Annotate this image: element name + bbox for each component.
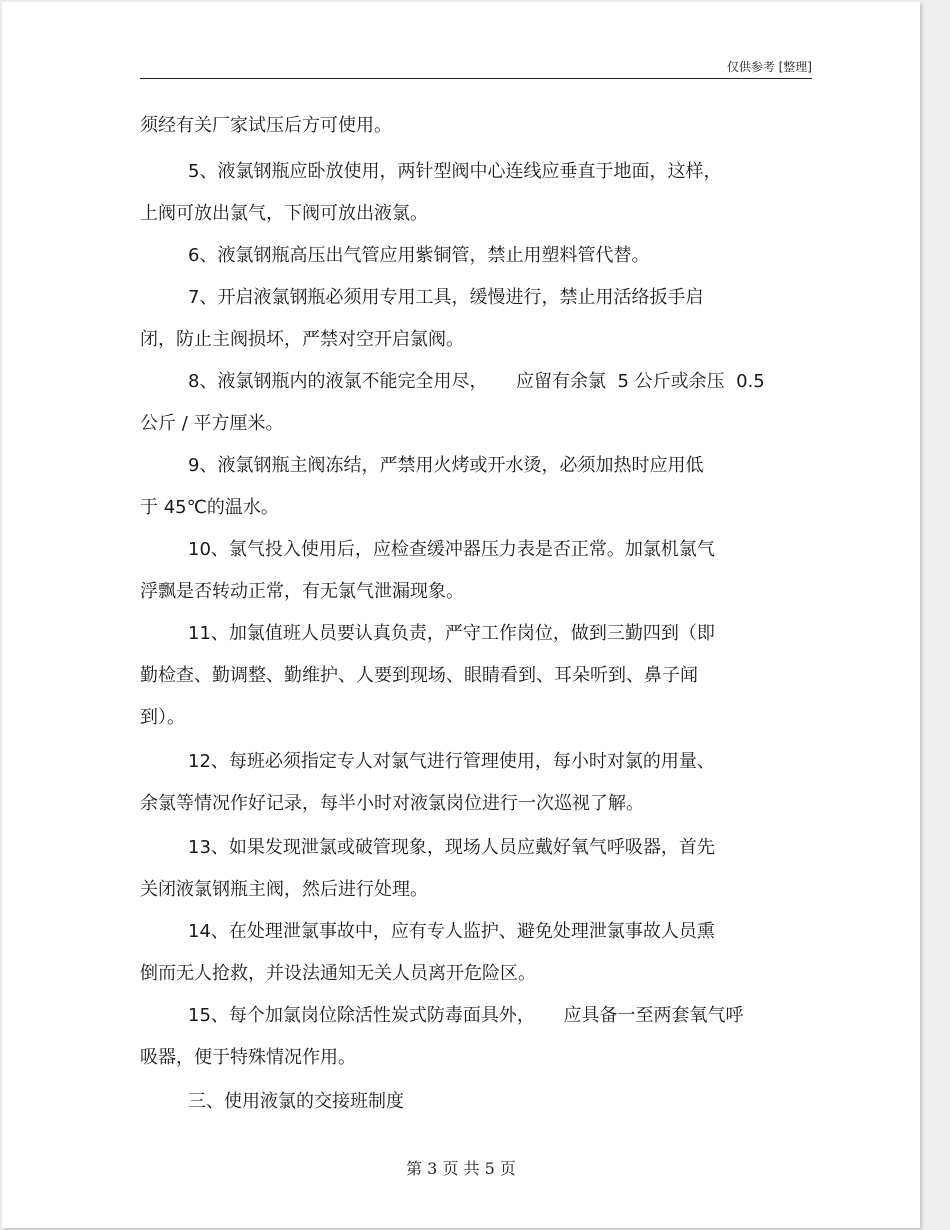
- body-line: 于 45℃的温水。: [140, 497, 279, 518]
- body-line: 10、氯气投入使用后，应检查缓冲器压力表是否正常。加氯机氯气: [188, 539, 715, 560]
- body-line: 6、液氯钢瓶高压出气管应用紫铜管，禁止用塑料管代替。: [188, 245, 650, 266]
- body-line: 14、在处理泄氯事故中，应有专人监护、避免处理泄氯事故人员熏: [188, 921, 715, 942]
- body-line: 到）。: [140, 707, 185, 728]
- body-line: 余氯等情况作好记录，每半小时对液氯岗位进行一次巡视了解。: [140, 793, 644, 814]
- body-line: 勤检查、勤调整、勤维护、人要到现场、眼睛看到、耳朵听到、鼻子闻: [140, 665, 698, 686]
- header-rule: [140, 78, 812, 79]
- body-line: 7、开启液氯钢瓶必须用专用工具，缓慢进行，禁止用活络扳手启: [188, 287, 704, 308]
- body-line: 15、每个加氯岗位除活性炭式防毒面具外， 应具备一至两套氧气呼: [188, 1005, 744, 1026]
- page-header-note: 仅供参考 [整理]: [726, 60, 812, 74]
- body-line: 12、每班必须指定专人对氯气进行管理使用，每小时对氯的用量、: [188, 751, 715, 772]
- body-line: 闭，防止主阀损坏，严禁对空开启氯阀。: [140, 329, 464, 350]
- body-line: 上阀可放出氯气，下阀可放出液氯。: [140, 203, 428, 224]
- body-line: 公斤 / 平方厘米。: [140, 413, 284, 434]
- body-line: 吸器，便于特殊情况作用。: [140, 1047, 356, 1068]
- body-line: 倒而无人抢救，并设法通知无关人员离开危险区。: [140, 963, 536, 984]
- body-line: 11、加氯值班人员要认真负责，严守工作岗位，做到三勤四到（即: [188, 623, 715, 644]
- body-line: 13、如果发现泄氯或破管现象，现场人员应戴好氧气呼吸器，首先: [188, 837, 715, 858]
- page-footer: 第 3 页 共 5 页: [406, 1159, 516, 1178]
- body-line: 浮飘是否转动正常，有无氯气泄漏现象。: [140, 581, 464, 602]
- body-line: 须经有关厂家试压后方可使用。: [140, 115, 392, 136]
- body-line: 9、液氯钢瓶主阀冻结，严禁用火烤或开水烫，必须加热时应用低: [188, 455, 704, 476]
- body-line: 8、液氯钢瓶内的液氯不能完全用尽， 应留有余氯 5 公斤或余压 0.5: [188, 371, 765, 392]
- body-line: 关闭液氯钢瓶主阀，然后进行处理。: [140, 879, 428, 900]
- body-line: 三、使用液氯的交接班制度: [188, 1091, 404, 1112]
- document-page: [2, 2, 920, 1228]
- body-line: 5、液氯钢瓶应卧放使用，两针型阀中心连线应垂直于地面，这样，: [188, 161, 722, 182]
